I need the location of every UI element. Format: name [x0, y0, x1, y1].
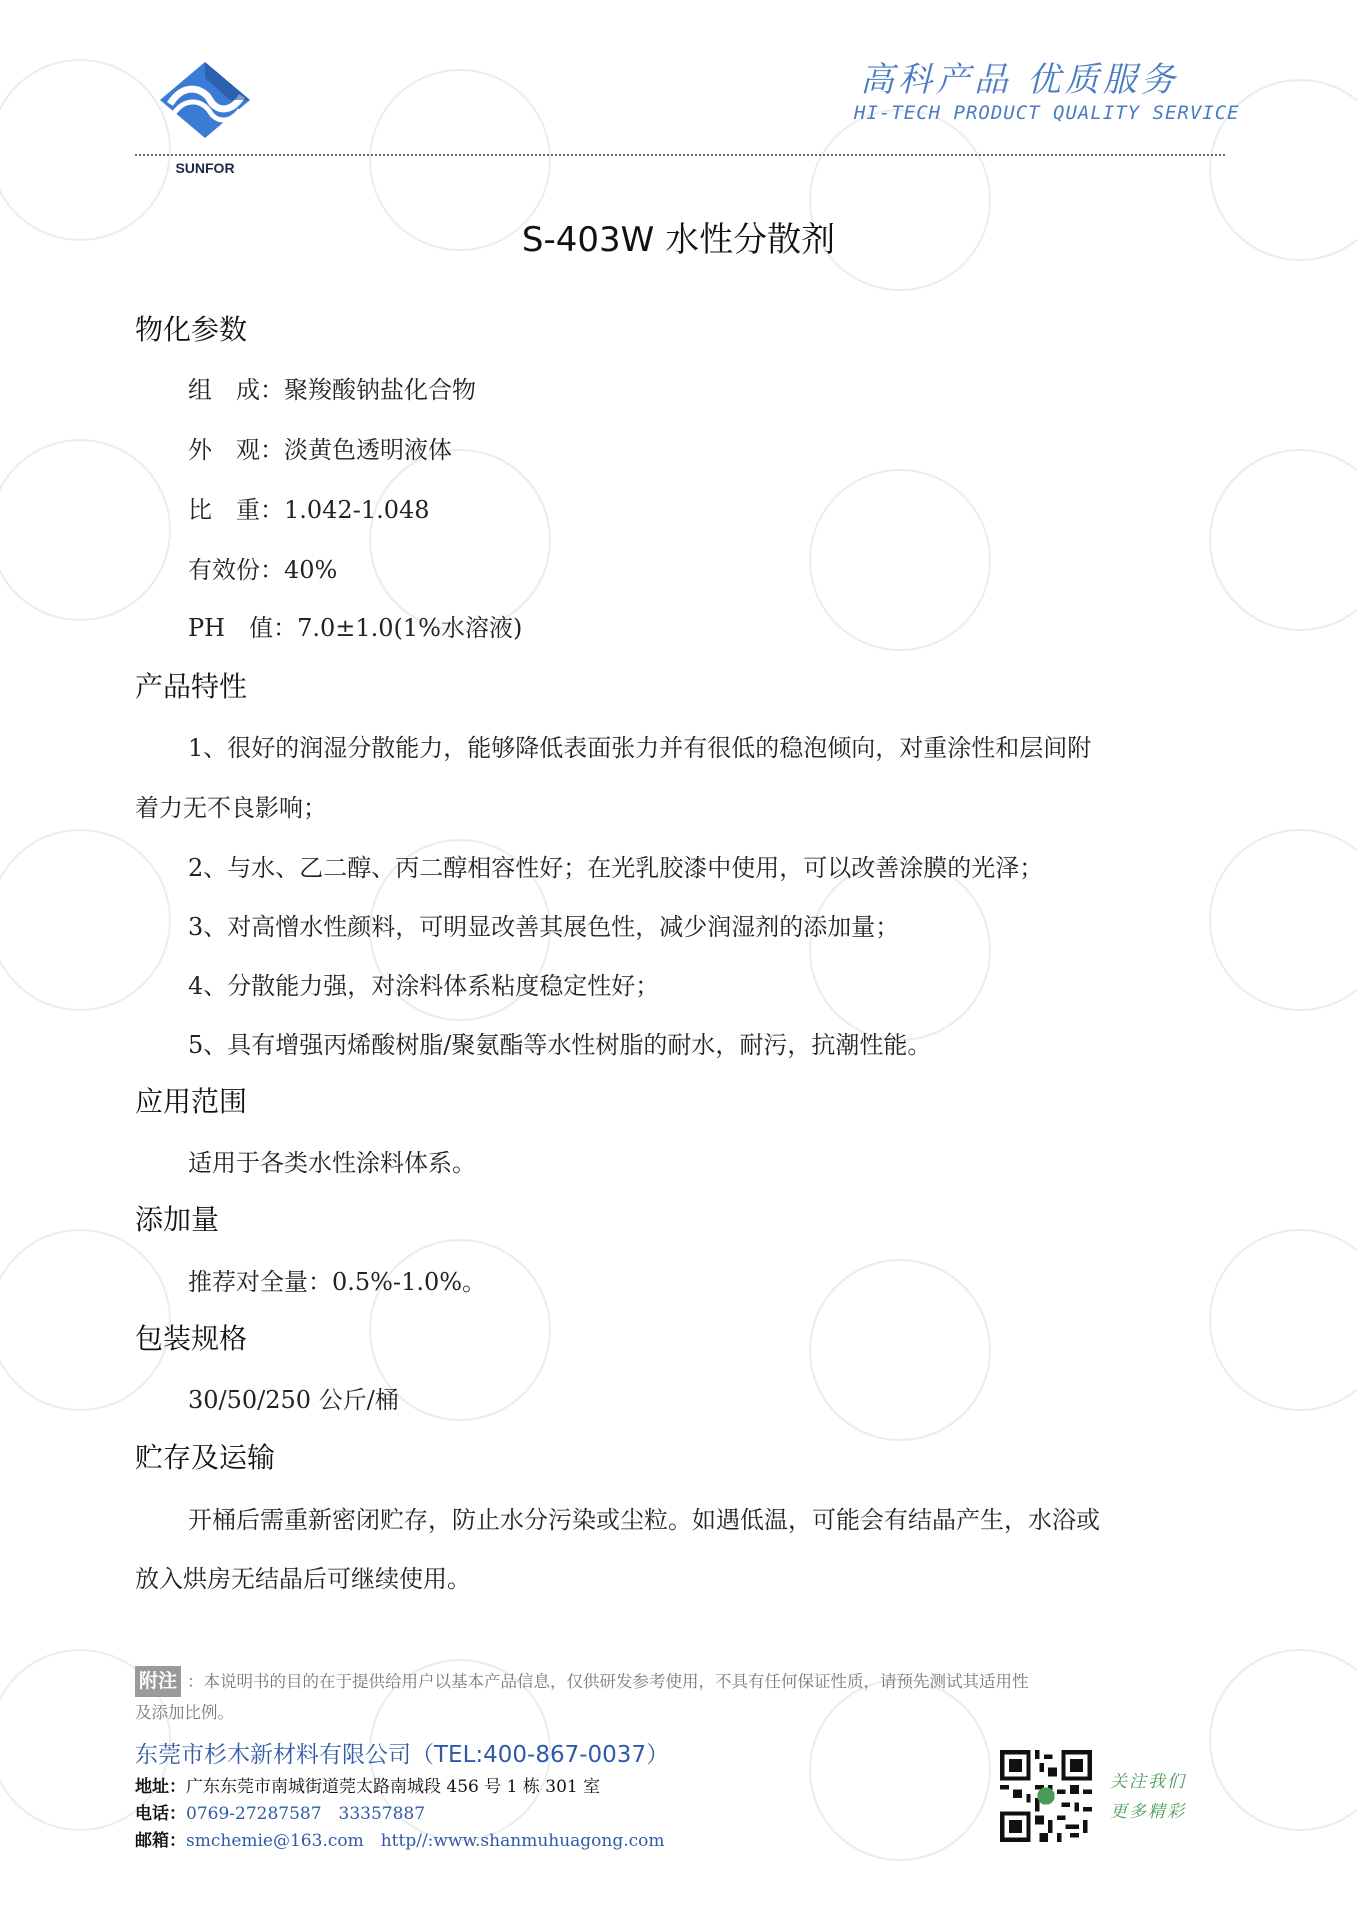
logo-mark-icon: [150, 60, 260, 140]
dosage-text: 推荐对全量：0.5%-1.0%。: [188, 1268, 487, 1296]
slogan-cn: 高科产品 优质服务: [860, 60, 1179, 100]
document-title: S-403W 水性分散剂: [521, 220, 836, 260]
qr-code-icon[interactable]: [1000, 1750, 1092, 1842]
prop-appearance: 外 观：淡黄色透明液体: [188, 436, 452, 464]
prop-ph: PH 值：7.0±1.0(1%水溶液): [188, 614, 523, 642]
note-line-2: 及添加比例。: [135, 1703, 234, 1722]
application-text: 适用于各类水性涂料体系。: [188, 1149, 476, 1177]
phone-row: [135, 1799, 425, 1824]
slogan-en: HI-TECH PRODUCT QUALITY SERVICE: [854, 102, 1240, 124]
prop-gravity: 比 重：1.042-1.048: [188, 496, 430, 524]
phone-value: 0769-27287587 33357887: [186, 1804, 426, 1824]
storage-line-2: 放入烘房无结晶后可继续使用。: [135, 1565, 471, 1593]
follow-us-line-1: 关注我们: [1110, 1772, 1186, 1792]
prop-active: 有效份：40%: [188, 556, 338, 584]
feature-1-line-1: 1、很好的润湿分散能力，能够降低表面张力并有很低的稳泡倾向，对重涂性和层间附: [188, 734, 1092, 762]
feature-4: 4、分散能力强，对涂料体系粘度稳定性好；: [188, 972, 660, 1000]
note-line-1: ：本说明书的目的在于提供给用户以基本产品信息，仅供研发参考使用，不具有任何保证性质，请预先测试其适用性: [187, 1672, 1029, 1691]
section-heading-application: 应用范围: [135, 1085, 248, 1118]
section-heading-features: 产品特性: [135, 670, 248, 703]
note-tag: 附注: [135, 1666, 181, 1697]
storage-line-1: 开桶后需重新密闭贮存，防止水分污染或尘粒。如遇低温，可能会有结晶产生，水浴或: [188, 1506, 1100, 1534]
feature-1-line-2: 着力无不良影响；: [135, 794, 327, 822]
disclaimer-note: [135, 1666, 1235, 1728]
email-value[interactable]: smchemie@163.com http//:www.shanmuhuagong.com: [186, 1831, 665, 1851]
section-heading-packaging: 包装规格: [135, 1322, 248, 1355]
feature-3: 3、对高憎水性颜料，可明显改善其展色性，减少润湿剂的添加量；: [188, 913, 900, 941]
section-heading-props: 物化参数: [135, 313, 248, 346]
phone-label: 电话：: [135, 1804, 186, 1824]
address-value: 广东东莞市南城街道莞太路南城段 456 号 1 栋 301 室: [186, 1777, 601, 1797]
header-divider: [135, 154, 1225, 156]
feature-5: 5、具有增强丙烯酸树脂/聚氨酯等水性树脂的耐水，耐污，抗潮性能。: [188, 1031, 932, 1059]
prop-composition: 组 成：聚羧酸钠盐化合物: [188, 376, 476, 404]
address-row: [135, 1772, 600, 1797]
company-name: 东莞市杉木新材料有限公司（TEL:400-867-0037）: [135, 1742, 670, 1768]
address-label: 地址：: [135, 1777, 186, 1797]
email-label: 邮箱：: [135, 1831, 186, 1851]
email-row: [135, 1826, 665, 1851]
follow-us-line-2: 更多精彩: [1110, 1802, 1186, 1822]
feature-2: 2、与水、乙二醇、丙二醇相容性好；在光乳胶漆中使用，可以改善涂膜的光泽；: [188, 854, 1044, 882]
section-heading-storage: 贮存及运输: [135, 1441, 276, 1474]
logo-text: SUNFOR: [175, 160, 235, 176]
packaging-text: 30/50/250 公斤/桶: [188, 1386, 399, 1414]
section-heading-dosage: 添加量: [135, 1203, 220, 1236]
